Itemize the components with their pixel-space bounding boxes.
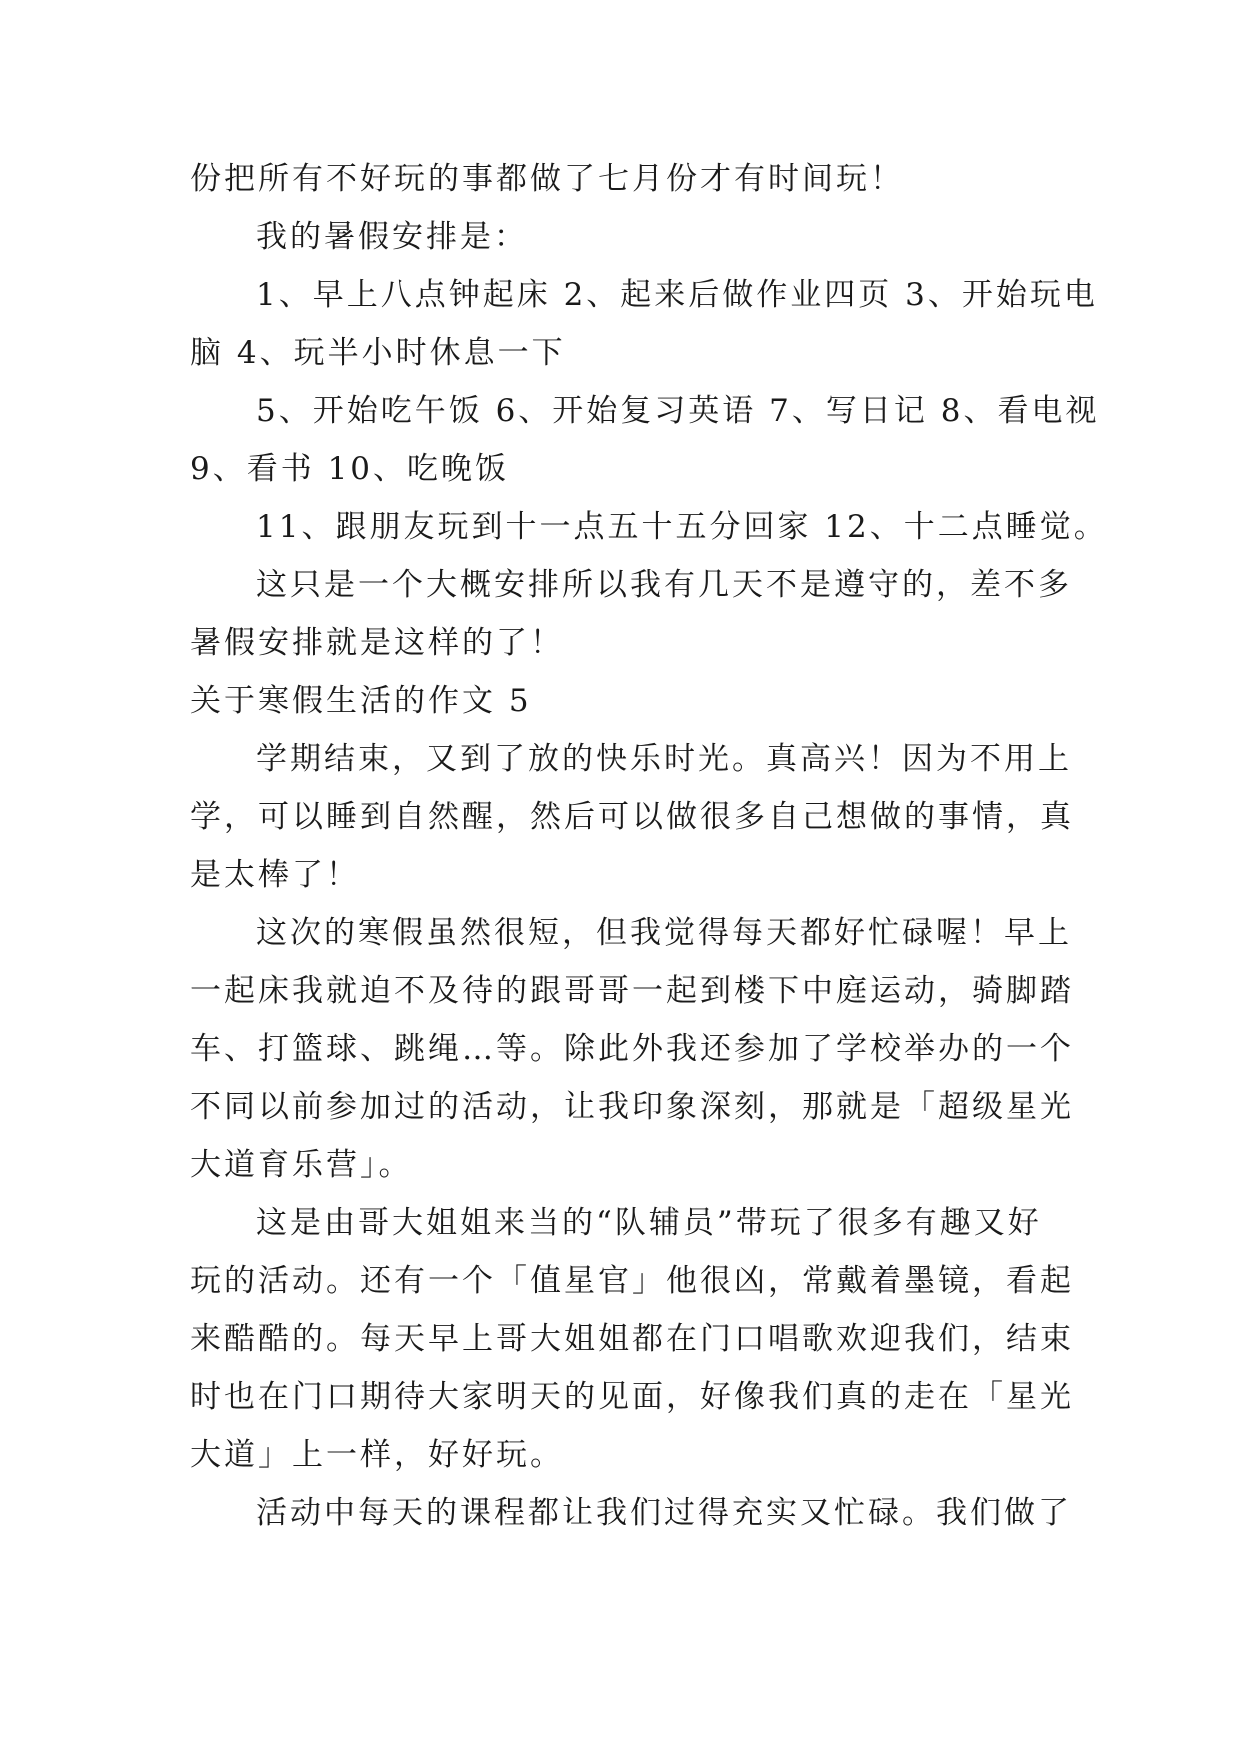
- text-line: 玩的活动。还有一个「值星官」他很凶，常戴着墨镜，看起: [190, 1263, 1074, 1299]
- text-line: 11、跟朋友玩到十一点五十五分回家 12、十二点睡觉。: [256, 509, 1108, 545]
- document-page: [190, 150, 1108, 1542]
- text-line: 时也在门口期待大家明天的见面，好像我们真的走在「星光: [190, 1379, 1074, 1415]
- text-line: 暑假安排就是这样的了！: [190, 625, 564, 661]
- text-line: 份把所有不好玩的事都做了七月份才有时间玩！: [190, 161, 904, 197]
- text-line: 我的暑假安排是：: [256, 219, 528, 255]
- text-line: 活动中每天的课程都让我们过得充实又忙碌。我们做了: [256, 1495, 1072, 1531]
- text-line: 是太棒了！: [190, 857, 360, 893]
- text-line: 大道育乐营」。: [190, 1147, 413, 1183]
- text-line: 1、早上八点钟起床 2、起来后做作业四页 3、开始玩电: [256, 277, 1098, 313]
- text-line: 来酷酷的。每天早上哥大姐姐都在门口唱歌欢迎我们，结束: [190, 1321, 1074, 1357]
- text-line: 学期结束，又到了放的快乐时光。真高兴！因为不用上: [256, 741, 1072, 777]
- text-line: 不同以前参加过的活动，让我印象深刻，那就是「超级星光: [190, 1089, 1074, 1125]
- text-line: 5、开始吃午饭 6、开始复习英语 7、写日记 8、看电视: [256, 393, 1100, 429]
- text-line: 大道」上一样，好好玩。: [190, 1437, 564, 1473]
- text-line: 一起床我就迫不及待的跟哥哥一起到楼下中庭运动，骑脚踏: [190, 973, 1074, 1009]
- text-line: 车、打篮球、跳绳…等。除此外我还参加了学校举办的一个: [190, 1031, 1074, 1067]
- section-heading: 关于寒假生活的作文 5: [190, 683, 532, 719]
- text-line: 9、看书 10、吃晚饭: [190, 451, 510, 487]
- text-line: 这是由哥大姐姐来当的“队辅员”带玩了很多有趣又好: [256, 1205, 1042, 1241]
- text-line: 脑 4、玩半小时休息一下: [190, 335, 566, 371]
- text-line: 这次的寒假虽然很短，但我觉得每天都好忙碌喔！早上: [256, 915, 1072, 951]
- text-line: 学，可以睡到自然醒，然后可以做很多自己想做的事情，真: [190, 799, 1074, 835]
- text-line: 这只是一个大概安排所以我有几天不是遵守的，差不多: [256, 567, 1072, 603]
